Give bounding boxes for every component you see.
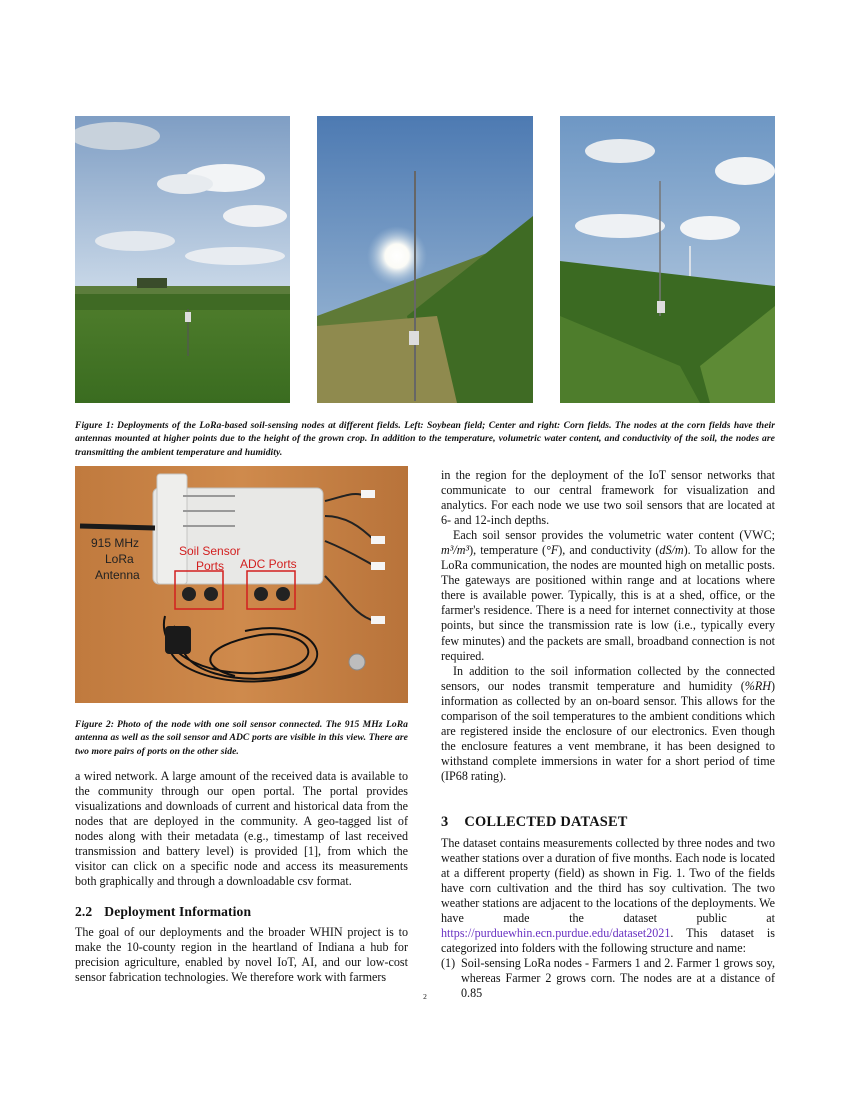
page-number: 2	[423, 992, 427, 1001]
figure1-photo-soybean-field	[75, 116, 290, 403]
section-2-2-heading	[75, 904, 251, 920]
section-2-2-title: Deployment Information	[104, 904, 252, 919]
figure2-label: Figure 2:	[75, 719, 114, 730]
figure1-text: Deployments of the LoRa-based soil-sensing nodes at different fields. Left: Soybean field; Center and right: Corn fields. The nodes at the corn fields have their antennas mounted at higher points due to the height of the grown crop. In addition to the temperature, volumetric water content, and conductivity of the soil, the nodes are transmitting the ambient temperature and humidity.	[75, 420, 775, 458]
section-3-title: COLLECTED DATASET	[464, 814, 628, 830]
antenna-label-line2: LoRa	[105, 552, 134, 566]
figure1-label: Figure 1:	[75, 420, 114, 431]
right-para-2: Each soil sensor provides the volumetric water content (VWC; m³/m³), temperature (°F), and conductivity (dS/m). To allow for the LoRa communication, the nodes are mounted high on metallic posts. The gateways are positioned within range and at locations where there is available power. Typically, this is at a shed, office, or the farmer's residence. There is a need for internet connectivity at those points, but since the transmission rate is low (i.e., typically every few minutes) and the packets are small, broadband connection is not required.	[441, 528, 775, 663]
figure1-caption	[75, 419, 775, 459]
soil-sensor-ports-label-line2: Ports	[196, 559, 225, 573]
section-3-heading	[441, 814, 628, 831]
dataset-link[interactable]: https://purduewhin.ecn.purdue.edu/dataset2021	[441, 926, 671, 941]
adc-ports-label: ADC Ports	[240, 557, 297, 571]
antenna-label-line1: 915 MHz	[91, 536, 140, 550]
left-column-text	[75, 769, 408, 889]
figure2-photo-node	[75, 466, 408, 703]
figure2-text: Photo of the node with one soil sensor connected. The 915 MHz LoRa antenna as well as the soil sensor and ADC ports are visible in this view. There are two more pairs of ports on the other side.	[75, 719, 409, 757]
left-para-2: The goal of our deployments and the broader WHIN project is to make the 10-county region in the heartland of Indiana a hub for precision agriculture, enabled by novel IoT, AI, and our low-cost sensor fabrication technologies. We therefore work with farmers	[75, 925, 408, 985]
soil-sensor-ports-label-line1: Soil Sensor	[179, 544, 241, 558]
dataset-folder-list	[441, 956, 775, 1001]
left-column-text-2	[75, 925, 408, 985]
figure1-photo-corn-field-center	[317, 116, 533, 403]
left-para-1: a wired network. A large amount of the received data is available to the community through our open portal. The portal provides visualizations and downloads of current and historical data from the nodes that are deployed in the community. A geo-tagged list of nodes along with their metadata (e.g., timestamp of last received transmission and battery level) is provided [1], from which the visitor can click on a specific node and access its measurements both graphically and through a downloadable csv format.	[75, 769, 408, 889]
antenna-label-line3: Antenna	[95, 568, 140, 582]
section-2-2-number: 2.2	[75, 904, 93, 919]
right-column-text-2	[441, 836, 775, 1002]
list-item: (1) Soil-sensing LoRa nodes - Farmers 1 and 2. Farmer 1 grows soy, whereas Farmer 2 grows corn. The nodes are at a distance of 0.85	[441, 956, 775, 1001]
section-3-number: 3	[441, 814, 449, 830]
right-para-3: In addition to the soil information collected by the connected sensors, our nodes transmit temperature and humidity (%RH) information as collected by an on-board sensor. This allows for the comparison of the soil temperatures to the ambient conditions which are registered inside the enclosure of our electronics. Even though the enclosure features a vent membrane, it has been designed to withstand complete immersions in water for a short period of time (IP68 rating).	[441, 663, 775, 783]
figure1-photo-corn-field-right	[560, 116, 775, 403]
figure2-caption	[75, 718, 408, 758]
right-column-text	[441, 468, 775, 784]
right-para-4: The dataset contains measurements collected by three nodes and two weather stations over a duration of five months. Each node is located at a different property (field) as shown in Fig. 1. Two of the fields have corn cultivation and the third has soy cultivation. The two weather stations are adjacent to the locations of the deployments. We have made the dataset public at https://purduewhin.ecn.purdue.edu/dataset2021. This dataset is categorized into folders with the following structure and name:	[441, 836, 775, 956]
right-para-1: in the region for the deployment of the IoT sensor networks that communicate to our central framework for visualization and analytics. For each node we use two soil sensors that are located at 6- and 12-inch depths.	[441, 468, 775, 528]
